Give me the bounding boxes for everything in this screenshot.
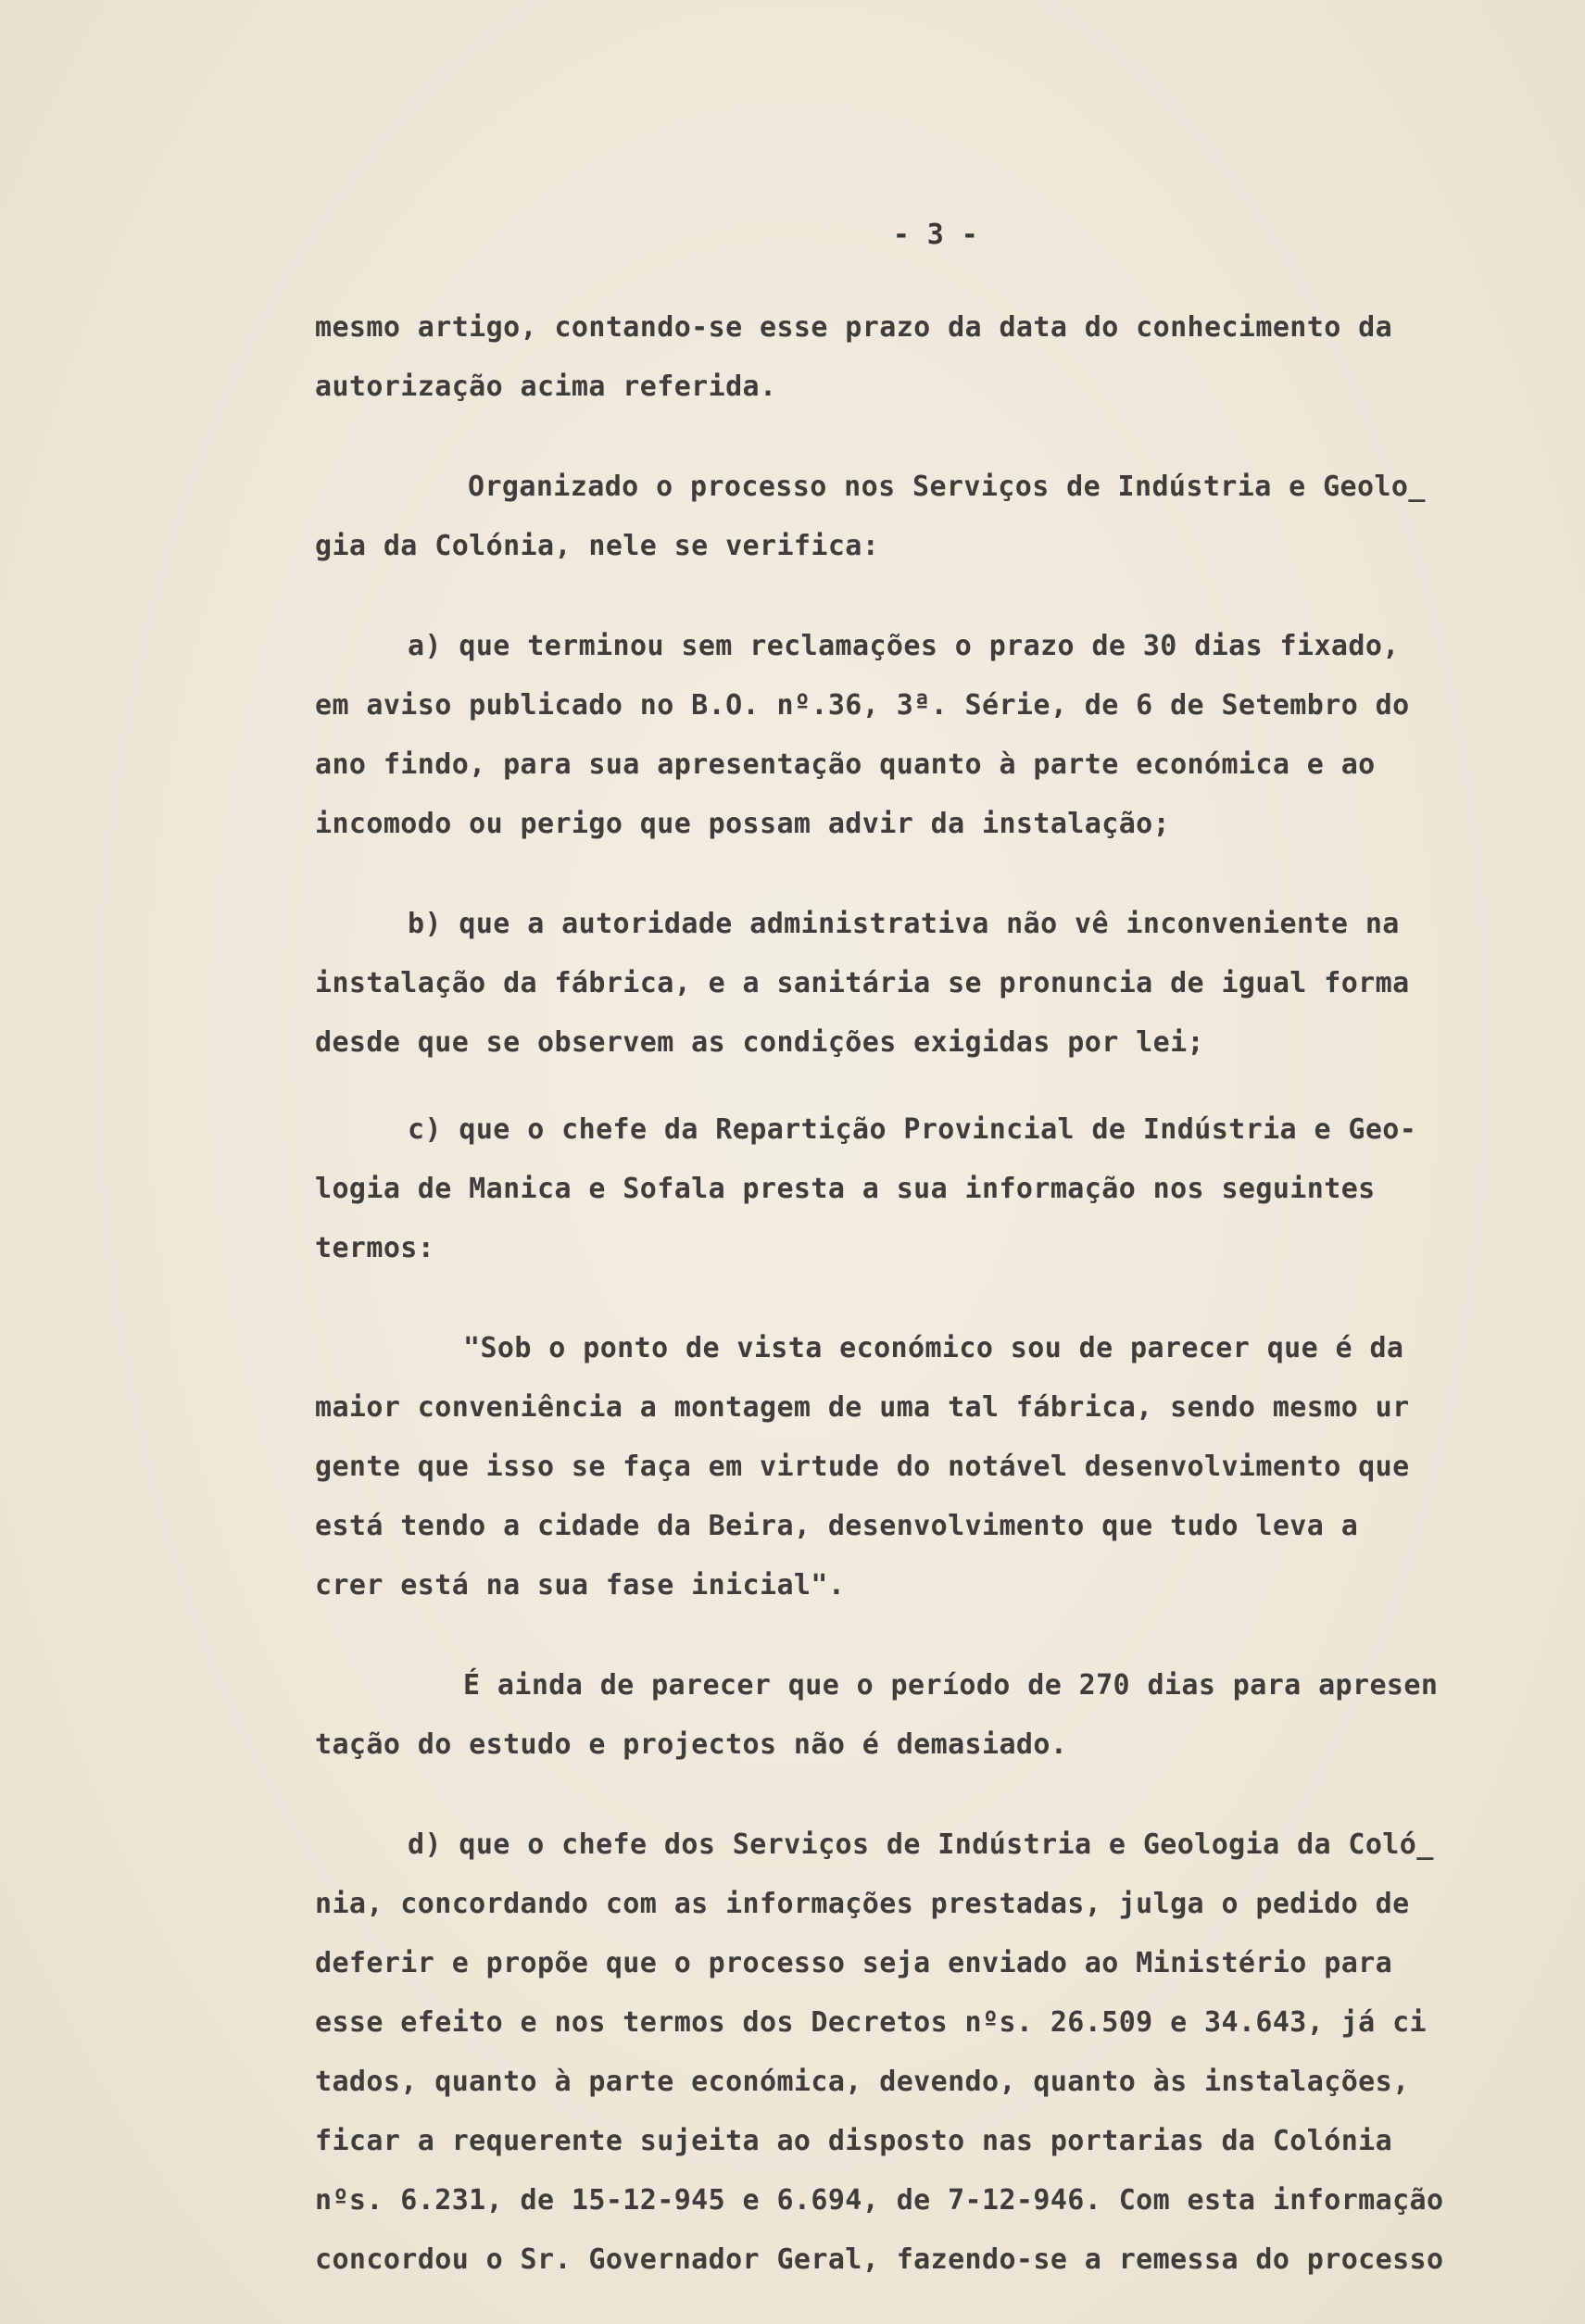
text-line: maior conveniência a montagem de uma tal fábrica, sendo mesmo ur — [315, 1391, 1410, 1424]
text-line: nia, concordando com as informações prestadas, julga o pedido de — [315, 1888, 1410, 1920]
text-line: nºs. 6.231, de 15-12-945 e 6.694, de 7-12-946. Com esta informação — [315, 2184, 1444, 2217]
text-line: logia de Manica e Sofala presta a sua informação nos seguintes — [315, 1173, 1376, 1205]
text-line: esse efeito e nos termos dos Decretos nºs. 26.509 e 34.643, já ci — [315, 2006, 1427, 2039]
text-line: autorização acima referida. — [315, 371, 777, 403]
page-number: - 3 - — [892, 219, 979, 251]
text-line: concordou o Sr. Governador Geral, fazendo-se a remessa do processo — [315, 2243, 1444, 2276]
text-line: ano findo, para sua apresentação quanto à parte económica e ao — [315, 748, 1376, 781]
paragraph-item-b — [315, 895, 1519, 1073]
text-line: deferir e propõe que o processo seja enviado ao Ministério para — [315, 1947, 1393, 1979]
text-line: incomodo ou perigo que possam advir da instalação; — [315, 808, 1171, 840]
paragraph-quote — [315, 1319, 1519, 1615]
text-line: a) que terminou sem reclamações o prazo de 30 dias fixado, — [408, 630, 1400, 662]
text-line: crer está na sua fase inicial". — [315, 1569, 846, 1602]
text-line: É ainda de parecer que o período de 270 dias para apresen — [463, 1669, 1439, 1702]
text-line: mesmo artigo, contando-se esse prazo da data do conhecimento da — [315, 311, 1393, 344]
text-line: c) que o chefe da Repartição Provincial de Indústria e Geo- — [408, 1113, 1417, 1146]
paragraph-item-c — [315, 1100, 1519, 1278]
text-line: gente que isso se faça em virtude do notável desenvolvimento que — [315, 1451, 1410, 1483]
text-line: Organizado o processo nos Serviços de Indústria e Geolo_ — [468, 471, 1426, 503]
text-line: em aviso publicado no B.O. nº.36, 3ª. Série, de 6 de Setembro do — [315, 689, 1410, 722]
paragraph-item-d — [315, 1815, 1519, 2290]
text-line: b) que a autoridade administrativa não vê inconveniente na — [408, 908, 1400, 940]
paragraph-item-a — [315, 617, 1519, 854]
paragraph-intro — [315, 458, 1519, 576]
text-line: tados, quanto à parte económica, devendo, quanto às instalações, — [315, 2066, 1410, 2098]
text-line: ficar a requerente sujeita ao disposto nas portarias da Colónia — [315, 2125, 1393, 2157]
text-line: tação do estudo e projectos não é demasiado. — [315, 1728, 1068, 1761]
text-line: gia da Colónia, nele se verifica: — [315, 530, 880, 562]
text-line: desde que se observem as condições exigidas por lei; — [315, 1026, 1204, 1059]
text-line: d) que o chefe dos Serviços de Indústria e Geologia da Coló_ — [408, 1828, 1434, 1861]
text-line: termos: — [315, 1232, 435, 1264]
text-line: instalação da fábrica, e a sanitária se pronuncia de igual forma — [315, 967, 1410, 999]
typed-document — [315, 206, 1519, 2290]
paragraph-note — [315, 1656, 1519, 1775]
text-line: está tendo a cidade da Beira, desenvolvimento que tudo leva a — [315, 1510, 1359, 1542]
paragraph-continuation — [315, 298, 1519, 417]
text-line: "Sob o ponto de vista económico sou de parecer que é da — [463, 1332, 1404, 1364]
